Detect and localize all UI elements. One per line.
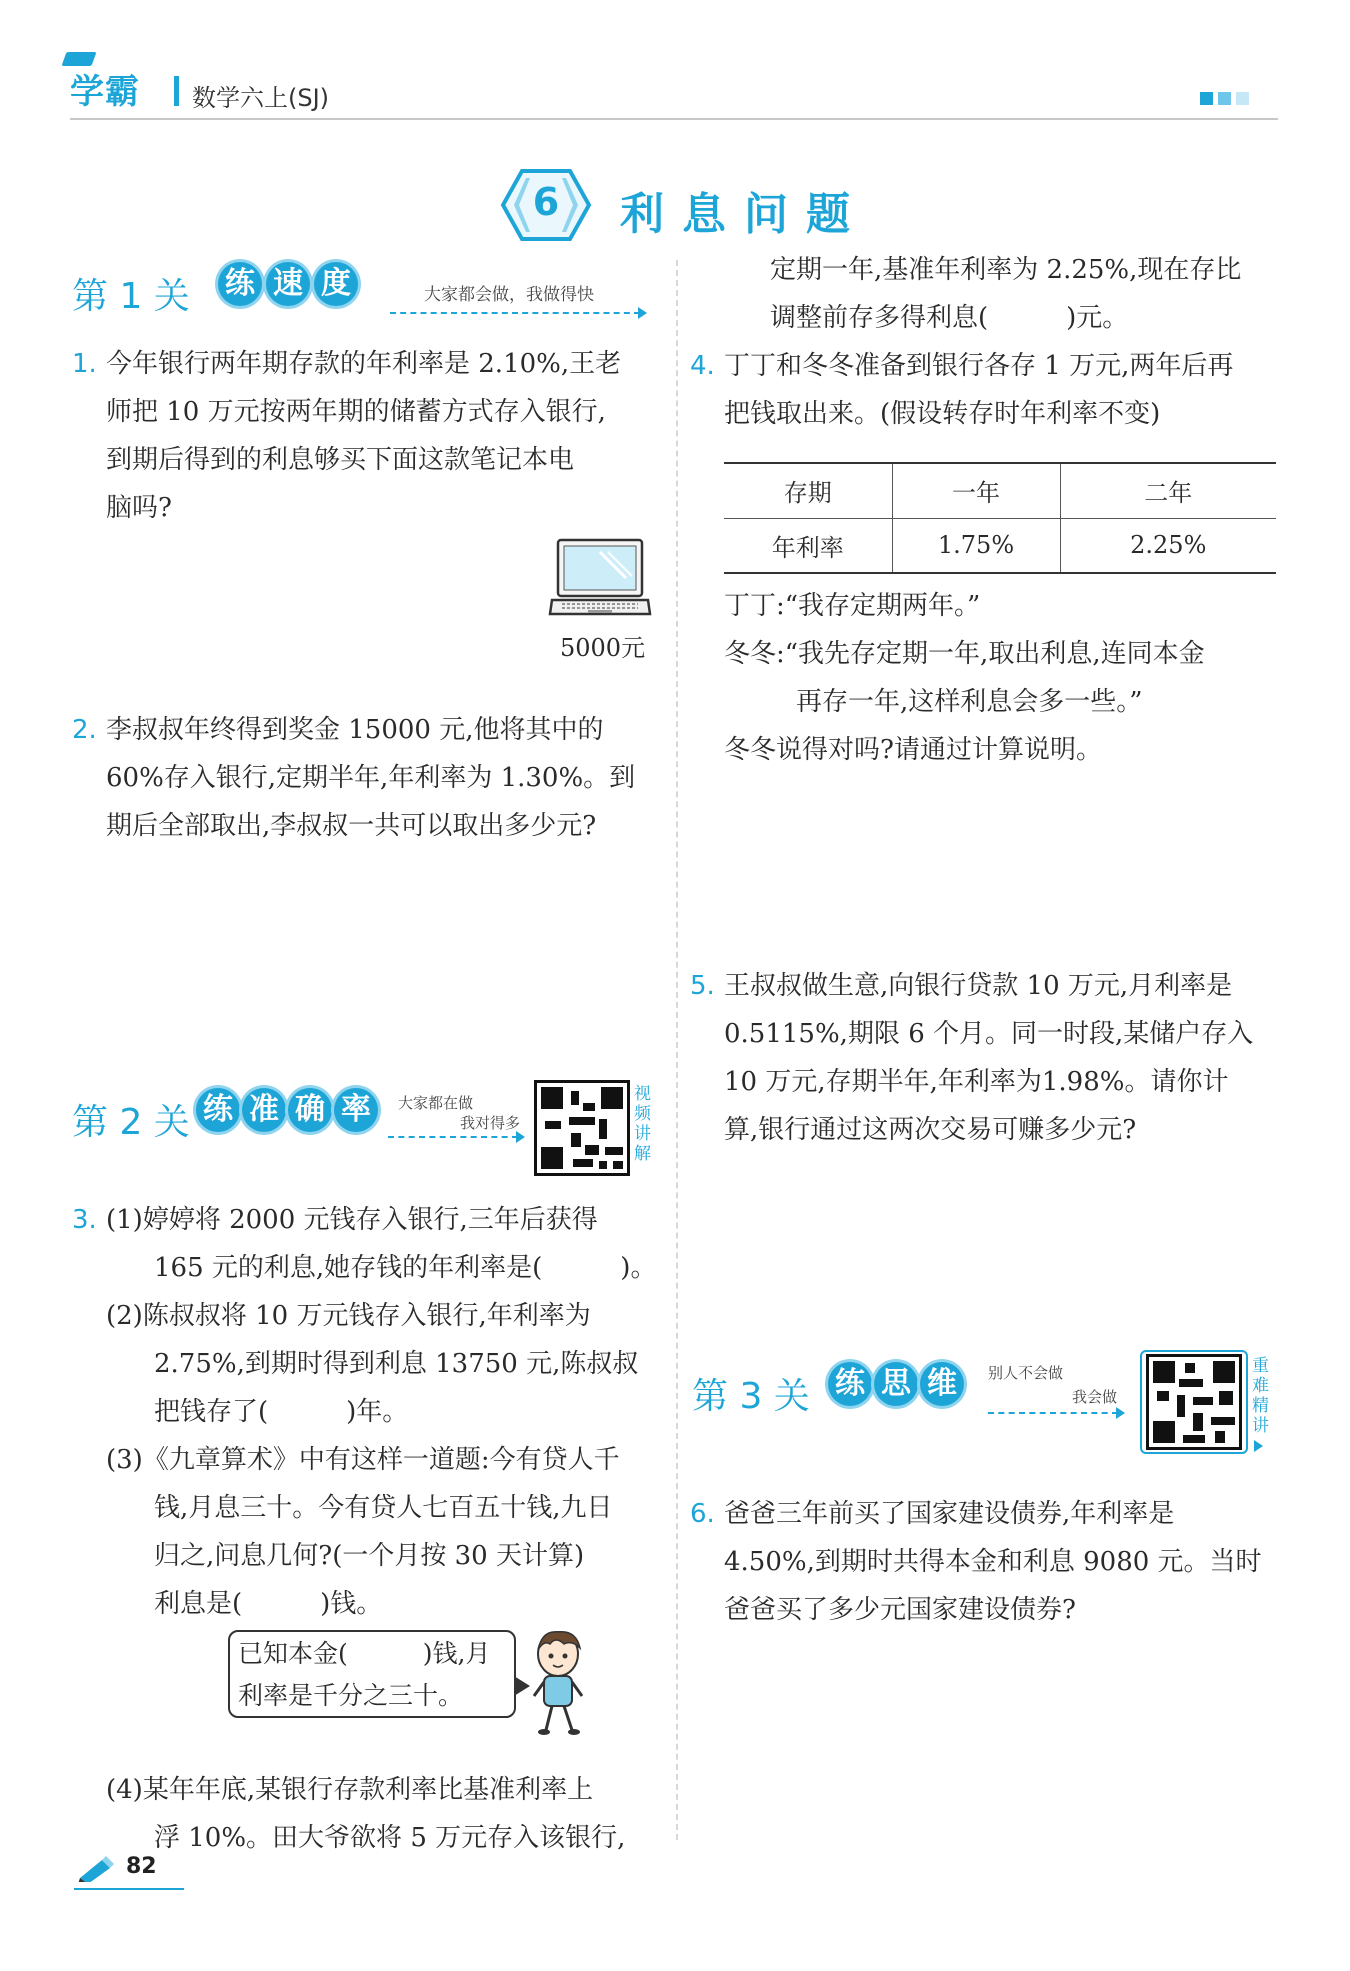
qr-side-label: 视 频 讲 解 <box>634 1084 651 1164</box>
question-2-line: 李叔叔年终得到奖金 15000 元,他将其中的 <box>106 715 604 745</box>
hint-line: 利率是千分之三十。 <box>238 1681 464 1710</box>
question-3-part-4: (4)某年年底,某银行存款利率比基准利率上 <box>106 1775 594 1805</box>
section-slogan: 大家都在做 <box>398 1094 474 1112</box>
page-footer <box>74 1850 184 1890</box>
section-slogan: 别人不会做 <box>988 1364 1064 1382</box>
hint-line: 已知本金( )钱,月 <box>238 1639 491 1668</box>
table-cell: 一年 <box>892 463 1060 518</box>
question-3-continued: 定期一年,基准年利率为 2.25%,现在存比 <box>770 255 1242 285</box>
interest-rate-table <box>724 462 1276 574</box>
table-cell: 2.25% <box>1060 518 1276 573</box>
section-char: 确 <box>288 1088 332 1132</box>
table-cell: 二年 <box>1060 463 1276 518</box>
deco-square <box>1218 92 1231 105</box>
arrow-right-icon <box>638 307 647 319</box>
section-label: 第 3 关 <box>692 1376 810 1417</box>
arrow-right-icon <box>1116 1407 1125 1419</box>
page-number: 82 <box>126 1854 157 1879</box>
question-number: 5. <box>690 971 715 1001</box>
question-3-part-3: 归之,问息几何?(一个月按 30 天计算) <box>154 1541 585 1571</box>
question-6-line: 爸爸买了多少元国家建设债券? <box>724 1595 1076 1625</box>
section-1-header <box>72 262 652 324</box>
qr-code-icon[interactable] <box>1146 1354 1242 1450</box>
lesson-number: 6 <box>532 180 560 224</box>
section-label: 第 1 关 <box>72 276 190 317</box>
question-number: 3. <box>72 1205 97 1235</box>
section-char: 练 <box>196 1088 240 1132</box>
lesson-title: 利息问题 <box>620 189 868 240</box>
section-3-header <box>692 1350 1276 1460</box>
pencil-icon <box>76 1856 116 1882</box>
laptop-price: 5000元 <box>560 634 646 662</box>
question-3-part-2: 把钱存了( )年。 <box>154 1397 409 1427</box>
arrow-right-icon <box>516 1131 525 1143</box>
section-char: 思 <box>874 1362 918 1406</box>
table-row <box>724 518 1276 573</box>
question-4-line: 把钱取出来。(假设转存时年利率不变) <box>724 399 1161 429</box>
column-divider <box>676 260 678 1840</box>
table-cell: 1.75% <box>892 518 1060 573</box>
question-5-line: 算,银行通过这两次交易可赚多少元? <box>724 1115 1137 1145</box>
table-cell: 存期 <box>724 463 892 518</box>
deco-square <box>1236 92 1249 105</box>
question-3-continued: 调整前存多得利息( )元。 <box>770 303 1129 333</box>
question-4-dialogue: 丁丁:“我存定期两年。” <box>724 591 981 621</box>
question-3-part-1: 165 元的利息,她存钱的年利率是( )。 <box>154 1253 657 1283</box>
section-char: 率 <box>334 1088 378 1132</box>
page-header <box>70 64 1278 120</box>
brand-logo: 学霸 <box>70 72 140 112</box>
question-number: 2. <box>72 715 97 745</box>
section-char: 练 <box>218 262 262 306</box>
table-cell: 年利率 <box>724 518 892 573</box>
question-3-part-3: 钱,月息三十。今有贷人七百五十钱,九日 <box>154 1493 613 1523</box>
question-4-dialogue: 冬冬:“我先存定期一年,取出利息,连同本金 <box>724 639 1205 669</box>
table-row <box>724 463 1276 518</box>
question-1-line: 到期后得到的利息够买下面这款笔记本电 <box>106 445 575 475</box>
section-char: 度 <box>314 262 358 306</box>
qr-code-icon[interactable] <box>534 1080 630 1176</box>
question-3-part-2: (2)陈叔叔将 10 万元钱存入银行,年利率为 <box>106 1301 591 1331</box>
hint-speech-bubble <box>228 1630 516 1718</box>
deco-square <box>1200 92 1213 105</box>
slogan-underline <box>988 1412 1118 1414</box>
section-char: 练 <box>828 1362 872 1406</box>
question-4-dialogue: 再存一年,这样利息会多一些。” <box>796 687 1143 717</box>
play-icon <box>1254 1440 1263 1452</box>
question-5-line: 0.5115%,期限 6 个月。同一时段,某储户存入 <box>724 1019 1254 1049</box>
boy-character-icon <box>528 1628 588 1738</box>
question-1-line: 师把 10 万元按两年期的储蓄方式存入银行, <box>106 397 606 427</box>
question-2-line: 60%存入银行,定期半年,年利率为 1.30%。到 <box>106 763 636 793</box>
section-slogan: 我会做 <box>1072 1388 1118 1406</box>
question-6-line: 爸爸三年前买了国家建设债券,年利率是 <box>724 1499 1175 1529</box>
slogan-underline <box>390 312 640 314</box>
section-char: 速 <box>266 262 310 306</box>
section-label: 第 2 关 <box>72 1102 190 1143</box>
laptop-icon <box>548 538 652 628</box>
lesson-heading <box>500 168 920 242</box>
question-1-line: 今年银行两年期存款的年利率是 2.10%,王老 <box>106 349 622 379</box>
question-2-line: 期后全部取出,李叔叔一共可以取出多少元? <box>106 811 597 841</box>
question-6-line: 4.50%,到期时共得本金和利息 9080 元。当时 <box>724 1547 1262 1577</box>
section-2-header <box>72 1080 652 1190</box>
section-slogan: 大家都会做，我做得快 <box>424 285 594 305</box>
question-number: 1. <box>72 349 97 379</box>
question-number: 4. <box>690 351 715 381</box>
question-3-part-1: (1)婷婷将 2000 元钱存入银行,三年后获得 <box>106 1205 598 1235</box>
question-5-line: 王叔叔做生意,向银行贷款 10 万元,月利率是 <box>724 971 1233 1001</box>
brand-separator <box>174 76 179 106</box>
slogan-underline <box>388 1136 518 1138</box>
question-3-part-3: (3)《九章算术》中有这样一道题:今有贷人千 <box>106 1445 620 1475</box>
qr-side-label: 重 难 精 讲 <box>1252 1356 1269 1436</box>
section-slogan: 我对得多 <box>460 1114 521 1132</box>
section-char: 准 <box>242 1088 286 1132</box>
question-3-part-2: 2.75%,到期时得到利息 13750 元,陈叔叔 <box>154 1349 639 1379</box>
question-3-part-3: 利息是( )钱。 <box>154 1589 383 1619</box>
question-5-line: 10 万元,存期半年,年利率为1.98%。请你计 <box>724 1067 1229 1097</box>
book-title: 数学六上(SJ) <box>192 84 330 112</box>
section-char: 维 <box>920 1362 964 1406</box>
question-3-part-4: 浮 10%。田大爷欲将 5 万元存入该银行, <box>154 1823 626 1853</box>
question-number: 6. <box>690 1499 715 1529</box>
question-1-line: 脑吗? <box>106 493 172 523</box>
question-4-line: 丁丁和冬冬准备到银行各存 1 万元,两年后再 <box>724 351 1234 381</box>
question-4-dialogue: 冬冬说得对吗?请通过计算说明。 <box>724 735 1102 765</box>
